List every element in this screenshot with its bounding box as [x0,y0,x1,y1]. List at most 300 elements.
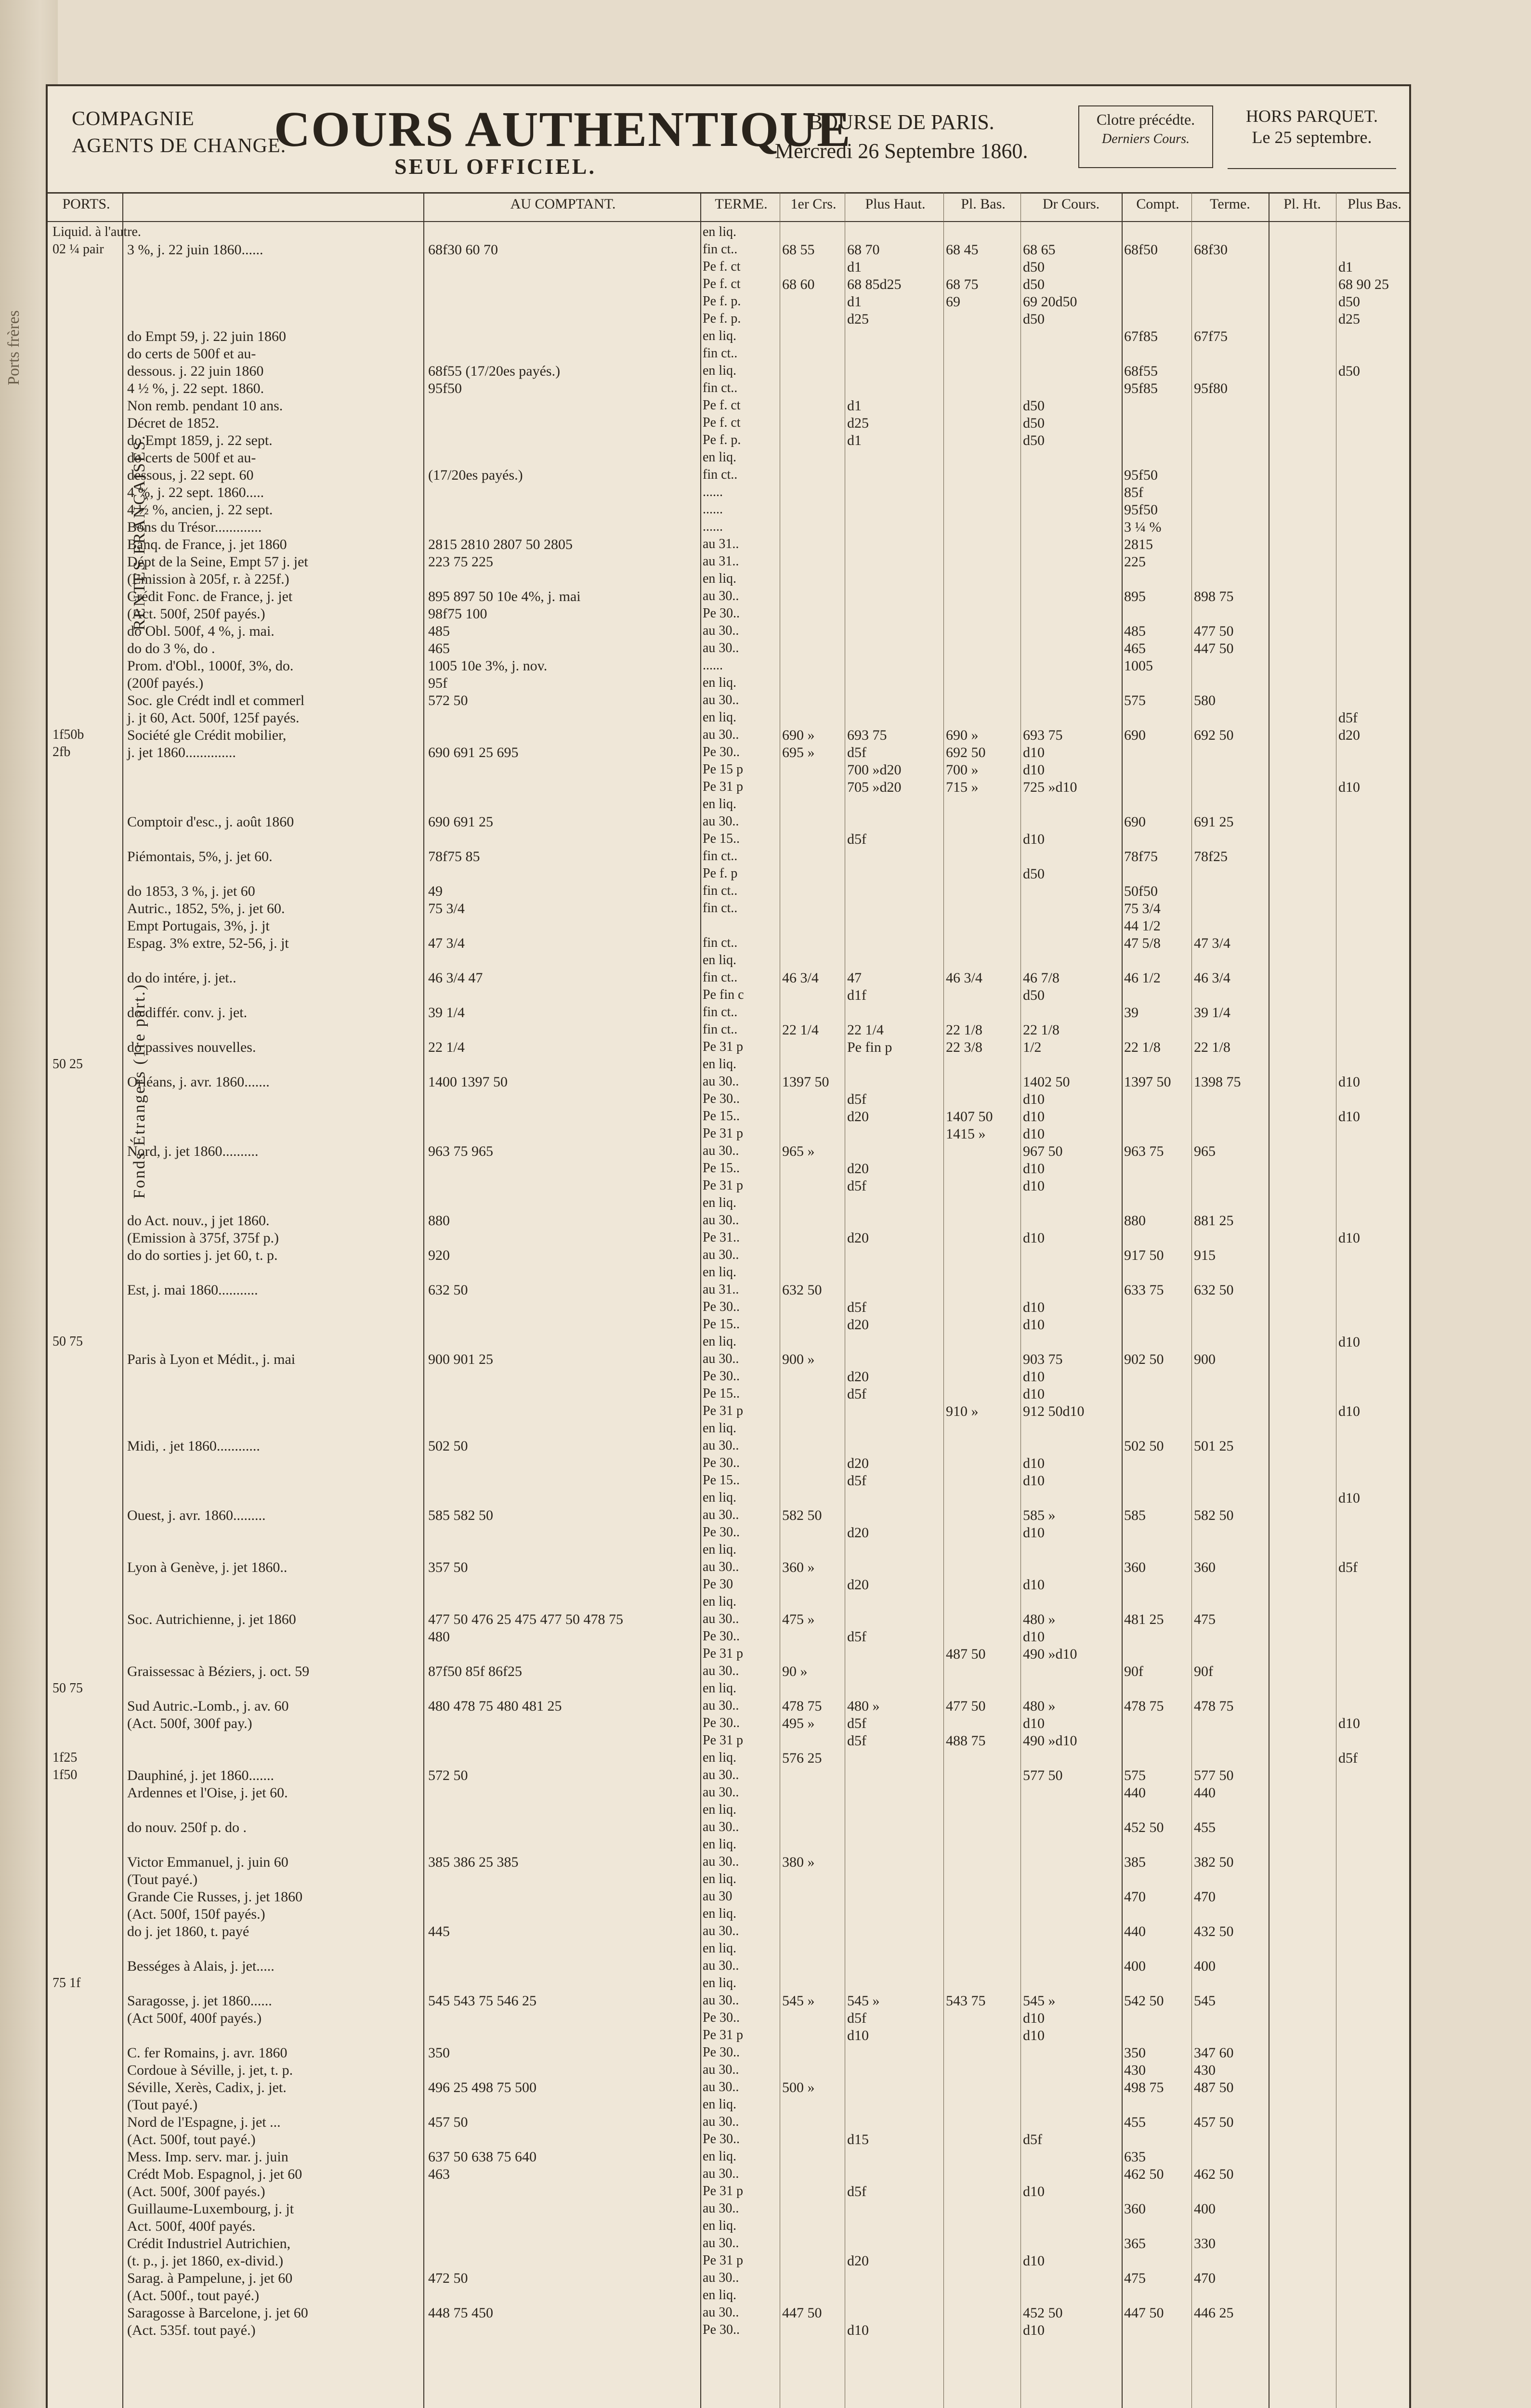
col-plus-haut: Plus Haut. [865,196,926,212]
cell-dc: d10 [1023,745,1045,760]
cell-comptant: 75 3/4 [428,901,465,916]
cell-cc: 575 [1124,1767,1146,1783]
table-row [48,1853,1409,1872]
table-row [48,640,1409,659]
cell-name: Prom. d'Obl., 1000f, 3%, do. [127,658,294,674]
cell-cc: 633 75 [1124,1282,1164,1298]
cell-name: Grande Cie Russes, j. jet 1860 [127,1889,303,1905]
cell-dc: 480 » [1023,1611,1056,1627]
cell-name: Banq. de France, j. jet 1860 [127,537,287,552]
table-row [48,1680,1409,1699]
table-row [48,275,1409,295]
cell-terme: Pe 31 p [703,779,743,794]
cell-terme: en liq. [703,1906,736,1921]
cell-ph: d5f [847,745,866,760]
cell-comptant: 445 [428,1924,450,1939]
compagnie-block [72,105,286,159]
cell-p1: 965 » [782,1143,815,1159]
cell-ct: 898 75 [1194,589,1234,604]
compagnie-line1: COMPAGNIE [72,108,195,130]
table-row [48,1923,1409,1942]
table-row [48,2235,1409,2254]
table-row [48,1177,1409,1196]
cell-cc: 95f50 [1124,467,1158,483]
table-row [48,1992,1409,2011]
cell-p1: 495 » [782,1715,815,1731]
cell-terme: Pe 31 p [703,1646,743,1661]
cell-name: (Tout payé.) [127,2097,198,2113]
cell-terme: en liq. [703,1681,736,1696]
cell-name: Paris à Lyon et Médit., j. mai [127,1351,296,1367]
table-row [48,1905,1409,1924]
cell-dc: d10 [1023,1455,1045,1471]
table-row [48,1767,1409,1786]
table-row [48,2304,1409,2323]
cell-cc: 575 [1124,693,1146,708]
table-row [48,310,1409,329]
table-row [48,1524,1409,1543]
table-row [48,1108,1409,1127]
cell-terme: au 30.. [703,641,739,655]
table-row [48,1437,1409,1456]
cell-dc: d50 [1023,259,1045,275]
cell-ph: d1 [847,432,862,448]
table-row [48,449,1409,468]
cell-hb: d5f [1338,710,1358,726]
cell-p1: 447 50 [782,2305,822,2321]
cell-dc: 46 7/8 [1023,970,1060,986]
cell-terme: fin ct.. [703,346,738,361]
cell-terme: au 30.. [703,2166,739,2181]
cell-pb: 22 1/8 [946,1022,982,1038]
cell-cc: 585 [1124,1507,1146,1523]
table-row [48,865,1409,884]
cell-terme: au 30.. [703,1507,739,1522]
cell-terme: Pe f. ct [703,276,741,291]
cell-comptant: 690 691 25 [428,814,493,830]
cell-hb: d10 [1338,1715,1360,1731]
cell-cc: 478 75 [1124,1698,1164,1714]
cell-terme: en liq. [703,2097,736,2112]
cell-name: Lyon à Genève, j. jet 1860.. [127,1559,288,1575]
cell-terme: en liq. [703,2218,736,2233]
table-row [48,2009,1409,2028]
cell-name: Nord de l'Espagne, j. jet ... [127,2114,281,2130]
cell-terme: Pe 31 p [703,2253,743,2268]
cell-ports: 1f50 [52,1767,78,1782]
cell-ct: 400 [1194,2201,1216,2217]
cell-terme: fin ct.. [703,467,738,482]
cell-ct: 470 [1194,1889,1216,1905]
cell-terme: au 30.. [703,589,739,603]
col-terme2: Terme. [1210,196,1250,212]
table-row [48,466,1409,485]
cell-name: do nouv. 250f p. do . [127,1819,247,1835]
cell-dc: 490 »d10 [1023,1733,1077,1749]
cell-terme: au 30 [703,1889,733,1904]
cell-hb: d5f [1338,1559,1358,1575]
cell-pb: 68 75 [946,276,979,292]
cell-terme: Pe 15.. [703,1161,740,1176]
table-row [48,553,1409,572]
cell-name: Dépt de la Seine, Empt 57 j. jet [127,554,308,570]
cell-ph: d10 [847,2322,869,2338]
table-row [48,327,1409,347]
cell-name: (Emission à 205f, r. à 225f.) [127,571,289,587]
cell-terme: au 30.. [703,1438,739,1453]
cell-comptant: 900 901 25 [428,1351,493,1367]
table-row [48,761,1409,780]
cell-ct: 501 25 [1194,1438,1234,1454]
table-row [48,796,1409,815]
table-row [48,778,1409,798]
cell-hb: d10 [1338,1403,1360,1419]
cell-name: do certs de 500f et au- [127,346,256,362]
cell-ports: 50 75 [52,1681,83,1696]
cell-terme: fin ct.. [703,883,738,898]
cell-dc: d10 [1023,2028,1045,2043]
cell-name: Comptoir d'esc., j. août 1860 [127,814,294,830]
cell-terme: fin ct.. [703,242,738,257]
cell-hb: d10 [1338,779,1360,795]
cell-comptant: 385 386 25 385 [428,1854,519,1870]
cell-name: (Act. 500f, 150f payés.) [127,1906,265,1922]
cell-terme: au 30.. [703,2201,739,2216]
cell-comptant: 95f [428,675,447,691]
cell-name: do j. jet 1860, t. payé [127,1924,249,1939]
cell-cc: 95f85 [1124,380,1158,396]
table-row [48,1212,1409,1231]
cell-terme: en liq. [703,1542,736,1557]
cell-pb: 1407 50 [946,1109,993,1125]
cell-hb: d5f [1338,1750,1358,1766]
cell-comptant: 502 50 [428,1438,468,1454]
cell-p1: 380 » [782,1854,815,1870]
cell-terme: au 30.. [703,1993,739,2008]
cell-ct: 400 [1194,1958,1216,1974]
cell-cc: 690 [1124,727,1146,743]
cell-ct: 477 50 [1194,623,1234,639]
cell-cc: 917 50 [1124,1247,1164,1263]
cell-terme: en liq. [703,363,736,378]
cell-terme: fin ct.. [703,380,738,395]
cell-ports: 2fb [52,745,71,759]
cell-terme: au 30.. [703,1247,739,1262]
cell-dc: d10 [1023,1473,1045,1489]
cell-name: Piémontais, 5%, j. jet 60. [127,849,273,864]
cell-comptant: 637 50 638 75 640 [428,2149,537,2165]
cell-cc: 3 ¼ % [1124,519,1162,535]
cell-cc: 360 [1124,2201,1146,2217]
cell-hb: d10 [1338,1490,1360,1506]
table-row [48,1576,1409,1595]
cell-terme: au 31.. [703,554,739,569]
cell-comptant: 632 50 [428,1282,468,1298]
table-row [48,1229,1409,1248]
table-row [48,969,1409,988]
cell-p1: 582 50 [782,1507,822,1523]
cell-dc: d50 [1023,432,1045,448]
table-row [48,2044,1409,2063]
cell-terme: en liq. [703,1802,736,1817]
cell-name: 4 %, j. 22 sept. 1860..... [127,484,264,500]
cell-p1: 22 1/4 [782,1022,819,1038]
cell-terme: au 30.. [703,2236,739,2251]
cell-name: Espag. 3% extre, 52-56, j. jt [127,935,289,951]
table-row [48,1662,1409,1682]
cell-terme: au 30.. [703,1559,739,1574]
cell-hb: d50 [1338,363,1360,379]
cell-comptant: (17/20es payés.) [428,467,523,483]
cell-terme: au 30.. [703,2114,739,2129]
table-row [48,692,1409,711]
cell-terme: Pe 30.. [703,606,740,621]
cell-name: Cordoue à Séville, j. jet, t. p. [127,2062,293,2078]
table-row [48,1281,1409,1300]
cell-cc: 46 1/2 [1124,970,1161,986]
cell-name: Non remb. pendant 10 ans. [127,398,283,414]
cell-hb: d10 [1338,1334,1360,1350]
cell-comptant: 880 [428,1213,450,1229]
table-row [48,588,1409,607]
cell-cc: 50f50 [1124,883,1158,899]
column-headers [48,192,1409,222]
table-row [48,1489,1409,1508]
cell-terme: au 30.. [703,727,739,742]
bourse-label: BOURSE DE PARIS. [808,110,994,134]
cell-ph: d5f [847,2184,866,2199]
table-row [48,900,1409,919]
cell-comptant: 1400 1397 50 [428,1074,508,1090]
col-comptant: AU COMPTANT. [510,196,616,212]
cell-ct: 46 3/4 [1194,970,1230,986]
cell-name: 3 %, j. 22 juin 1860...... [127,242,263,258]
cell-comptant: 545 543 75 546 25 [428,1993,537,2009]
cell-dc: 490 »d10 [1023,1646,1077,1662]
cell-terme: Pe 15.. [703,1109,740,1124]
cell-terme: en liq. [703,1871,736,1886]
cell-ph: d20 [847,1109,869,1125]
cell-terme: en liq. [703,2149,736,2164]
cell-comptant: 480 [428,1629,450,1645]
cloture-line1: Clotre précédte. [1096,111,1195,128]
table-row [48,1056,1409,1075]
cell-terme: en liq. [703,1490,736,1505]
cell-terme: en liq. [703,1057,736,1072]
cell-terme: en liq. [703,450,736,465]
cell-pb: 715 » [946,779,979,795]
cell-terme: au 30.. [703,1958,739,1973]
cell-dc: 577 50 [1023,1767,1063,1783]
cell-dc: d10 [1023,1299,1045,1315]
cell-name: Société gle Crédit mobilier, [127,727,287,743]
cell-hb: d10 [1338,1230,1360,1246]
cell-ct: 487 50 [1194,2080,1234,2095]
table-row [48,744,1409,763]
table-row [48,1298,1409,1318]
cell-ph: 700 »d20 [847,762,902,778]
cell-comptant: 477 50 476 25 475 477 50 478 75 [428,1611,623,1627]
cell-ct: 39 1/4 [1194,1005,1230,1021]
cell-name: (Act. 500f, 250f payés.) [127,606,265,622]
cell-cc: 75 3/4 [1124,901,1161,916]
cell-comptant: 920 [428,1247,450,1263]
cell-comptant: 585 582 50 [428,1507,493,1523]
table-row [48,848,1409,867]
cell-terme: Pe fin c [703,987,744,1002]
cell-dc: d50 [1023,398,1045,414]
cell-terme: au 30.. [703,1143,739,1158]
cell-p1: 690 » [782,727,815,743]
cell-terme: en liq. [703,1421,736,1436]
cell-comptant: 357 50 [428,1559,468,1575]
cell-terme: au 30.. [703,1074,739,1089]
cell-name: Sud Autric.-Lomb., j. av. 60 [127,1698,289,1714]
table-row [48,258,1409,277]
hors-line1: HORS PARQUET. [1245,106,1378,126]
cell-cc: 498 75 [1124,2080,1164,2095]
cell-terme: au 30.. [703,1785,739,1800]
table-row [48,1628,1409,1647]
cell-ph: d20 [847,1369,869,1385]
table-row [48,2096,1409,2115]
cell-ph: d20 [847,1230,869,1246]
cell-name: Crédt Mob. Espagnol, j. jet 60 [127,2166,302,2182]
cell-comptant: 463 [428,2166,450,2182]
cell-ports: 75 1f [52,1976,81,1990]
cell-name: do passives nouvelles. [127,1039,256,1055]
cell-cc: 440 [1124,1924,1146,1939]
table-row [48,674,1409,694]
cell-terme: Pe 30.. [703,1715,740,1730]
cell-p1: 900 » [782,1351,815,1367]
cell-p1: 632 50 [782,1282,822,1298]
cell-dc: 68 65 [1023,242,1056,258]
price-sheet [46,84,1411,2408]
cell-pb: 69 [946,294,960,310]
cell-cc: 68f50 [1124,242,1158,258]
cell-dc: d10 [1023,1091,1045,1107]
cell-dc: 693 75 [1023,727,1063,743]
cell-ph: d5f [847,1629,866,1645]
cell-dc: d50 [1023,866,1045,882]
table-row [48,1420,1409,1439]
cell-terme: au 30.. [703,1767,739,1782]
cell-terme: en liq. [703,953,736,968]
cell-ph: 47 [847,970,862,986]
fold-label: Ports frères [5,310,23,385]
cell-hb: d50 [1338,294,1360,310]
table-row [48,1593,1409,1612]
compagnie-line2: AGENTS DE CHANGE. [72,135,287,157]
cell-dc: 725 »d10 [1023,779,1077,795]
cell-terme: au 30.. [703,693,739,707]
cell-terme: au 30.. [703,1351,739,1366]
cell-cc: 455 [1124,2114,1146,2130]
cell-ports: 50 75 [52,1334,83,1349]
cell-cc: 225 [1124,554,1146,570]
cell-comptant: 87f50 85f 86f25 [428,1663,522,1679]
cell-comptant: 68f30 60 70 [428,242,498,258]
table-row [48,1021,1409,1040]
cell-terme: en liq. [703,571,736,586]
cell-pb: 690 » [946,727,979,743]
cell-cc: 85f [1124,484,1143,500]
cell-pb: 487 50 [946,1646,986,1662]
cell-ct: 432 50 [1194,1924,1234,1939]
cell-terme: en liq. [703,1976,736,1990]
cell-ph: 693 75 [847,727,887,743]
cell-cc: 400 [1124,1958,1146,1974]
cell-comptant: 480 478 75 480 481 25 [428,1698,562,1714]
table-row [48,1350,1409,1370]
cell-p1: 1397 50 [782,1074,829,1090]
cell-terme: en liq. [703,797,736,811]
cell-pb: 68 45 [946,242,979,258]
cell-ct: 430 [1194,2062,1216,2078]
table-row [48,1073,1409,1092]
table-row [48,223,1409,243]
cell-ph: d20 [847,1525,869,1541]
col-dernier: Dr Cours. [1042,196,1100,212]
cell-terme: Pe 30.. [703,1369,740,1384]
cell-hb: d20 [1338,727,1360,743]
cell-terme: en liq. [703,1334,736,1349]
cell-name: (Act. 535f. tout payé.) [127,2322,256,2338]
table-row [48,622,1409,641]
cell-terme: Pe 31 p [703,2028,743,2042]
cell-hb: d1 [1338,259,1353,275]
cell-ph: d15 [847,2132,869,2147]
cell-terme: Pe f. p. [703,294,741,309]
cell-dc: 1402 50 [1023,1074,1070,1090]
cell-terme: Pe f. ct [703,398,741,413]
cell-hb: d10 [1338,1074,1360,1090]
table-row [48,1090,1409,1110]
col-terme: TERME. [715,196,768,212]
cell-dc: 545 » [1023,1993,1056,2009]
cell-dc: d10 [1023,1161,1045,1177]
cell-cc: 47 5/8 [1124,935,1161,951]
cell-dc: 22 1/8 [1023,1022,1060,1038]
cell-terme: en liq. [703,328,736,343]
cell-name: Saragosse à Barcelone, j. jet 60 [127,2305,308,2321]
cell-comptant: 690 691 25 695 [428,745,519,760]
cell-name: do Act. nouv., j jet 1860. [127,1213,270,1229]
cell-terme: fin ct.. [703,970,738,985]
table-row [48,2061,1409,2081]
cell-terme: au 30.. [703,814,739,829]
cell-p1: 46 3/4 [782,970,819,986]
cell-ct: 1398 75 [1194,1074,1241,1090]
cell-comptant: 963 75 965 [428,1143,493,1159]
cell-name: dessous. j. 22 juin 1860 [127,363,264,379]
cell-comptant: 223 75 225 [428,554,493,570]
cell-name: do do sorties j. jet 60, t. p. [127,1247,278,1263]
cell-name: Dauphiné, j. jet 1860....... [127,1767,274,1783]
cell-terme: Pe 31 p [703,1733,743,1748]
table-row [48,501,1409,520]
cell-cc: 475 [1124,2270,1146,2286]
cell-ph: d5f [847,1178,866,1194]
cell-comptant: 1005 10e 3%, j. nov. [428,658,548,674]
cell-terme: en liq. [703,710,736,725]
cell-ph: 480 » [847,1698,880,1714]
cell-ct: 95f80 [1194,380,1228,396]
cell-name: Graissessac à Béziers, j. oct. 59 [127,1663,310,1679]
cell-terme: au 30.. [703,1611,739,1626]
cell-ct: 691 25 [1194,814,1234,830]
